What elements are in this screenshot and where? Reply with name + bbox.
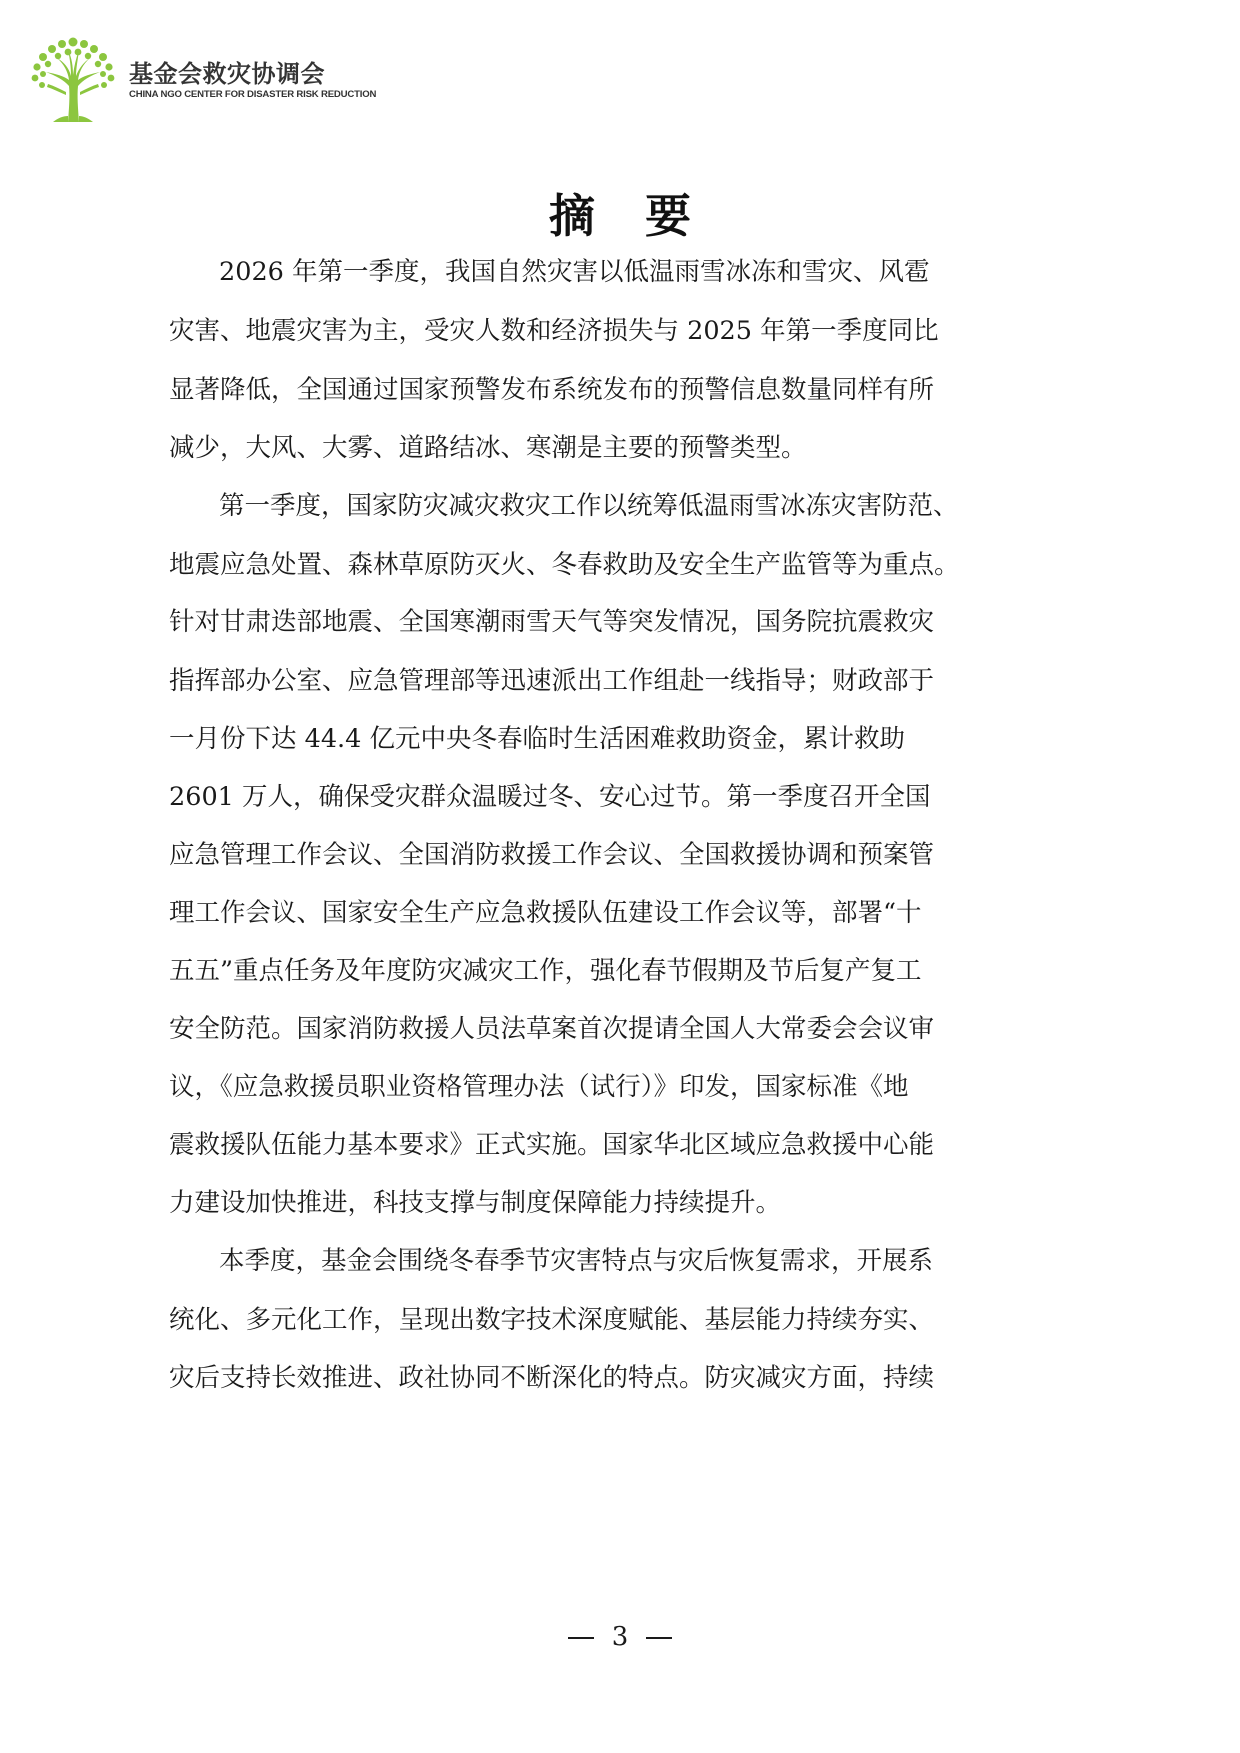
text-line: 指挥部办公室、应急管理部等迅速派出工作组赴一线指导；财政部于 [169, 666, 935, 696]
title-char-2: 要 [645, 189, 691, 243]
text-line: 灾害、地震灾害为主，受灾人数和经济损失与 2025 年第一季度同比 [169, 316, 939, 346]
text-line: 2026 年第一季度，我国自然灾害以低温雨雪冰冻和雪灾、风雹 [219, 257, 930, 287]
org-name-english: CHINA NGO CENTER FOR DISASTER RISK REDUCTION [129, 89, 377, 100]
text-line: 一月份下达 44.4 亿元中央冬春临时生活困难救助资金，累计救助 [169, 724, 905, 754]
text-line: 第一季度，国家防灾减灾救灾工作以统筹低温雨雪冰冻灾害防范、 [219, 491, 959, 521]
text-line: 灾后支持长效推进、政社协同不断深化的特点。防灾减灾方面，持续 [169, 1363, 935, 1393]
text-line: 2601 万人，确保受灾群众温暖过冬、安心过节。第一季度召开全国 [169, 782, 931, 812]
text-line: 减少，大风、大雾、道路结冰、寒潮是主要的预警类型。 [169, 433, 807, 463]
text-line: 议，《应急救援员职业资格管理办法（试行）》印发，国家标准《地 [169, 1072, 909, 1102]
text-line: 安全防范。国家消防救援人员法草案首次提请全国人大常委会会议审 [169, 1014, 935, 1044]
text-line: 地震应急处置、森林草原防灭火、冬春救助及安全生产监管等为重点。 [169, 550, 960, 580]
footer-dash-left [568, 1637, 594, 1639]
text-line: 针对甘肃迭部地震、全国寒潮雨雪天气等突发情况，国务院抗震救灾 [169, 607, 935, 637]
footer-dash-right [646, 1637, 672, 1639]
text-line: 震救援队伍能力基本要求》正式实施。国家华北区域应急救援中心能 [169, 1130, 935, 1160]
text-line: 力建设加快推进，科技支撑与制度保障能力持续提升。 [169, 1188, 782, 1218]
text-line: 五五”重点任务及年度防灾减灾工作，强化春节假期及节后复产复工 [169, 956, 922, 986]
text-line: 应急管理工作会议、全国消防救援工作会议、全国救援协调和预案管 [169, 840, 935, 870]
text-line: 显著降低，全国通过国家预警发布系统发布的预警信息数量同样有所 [169, 375, 935, 405]
page-number: 3 [611, 1622, 629, 1652]
text-line: 理工作会议、国家安全生产应急救援队伍建设工作会议等，部署“十 [169, 898, 922, 928]
text-line: 统化、多元化工作，呈现出数字技术深度赋能、基层能力持续夯实、 [169, 1305, 935, 1335]
title-char-1: 摘 [549, 189, 595, 243]
text-line: 本季度，基金会围绕冬春季节灾害特点与灾后恢复需求，开展系 [219, 1246, 934, 1276]
org-name: 基金会救灾协调会 [129, 60, 325, 88]
page-footer [0, 1622, 1240, 1652]
